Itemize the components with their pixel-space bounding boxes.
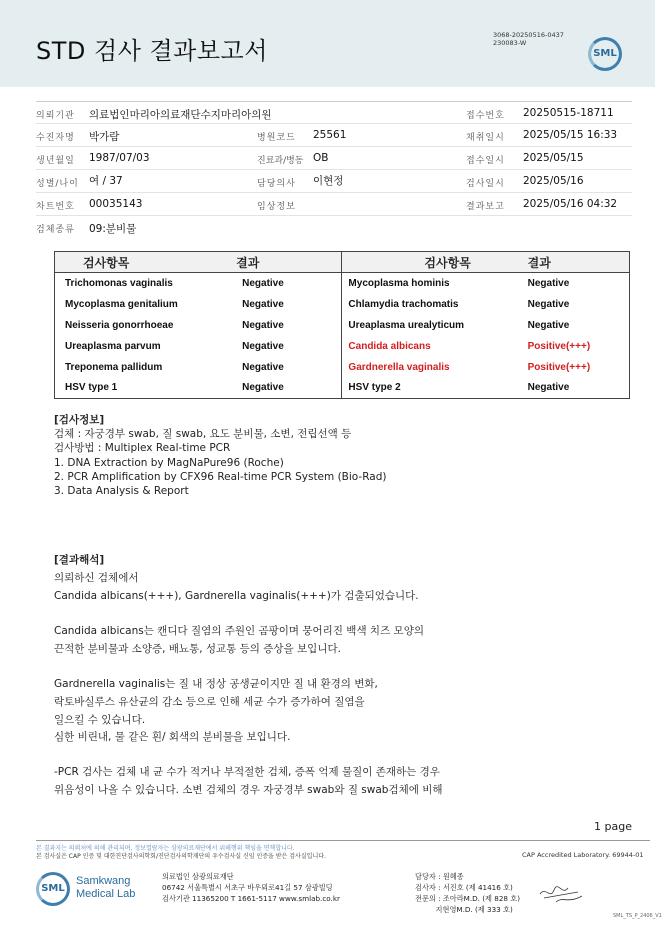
interpretation-line: Gardnerella vaginalis는 질 내 정상 공생균이지만 질 내 환경의 변화, [54,678,378,690]
right-result-cell: Positive(+++) [522,357,630,378]
exam-info-line: 2. PCR Amplification by CFX96 Real-time PCR System (Bio-Rad) [54,470,387,483]
dept-value: OB [313,152,329,164]
results-table [54,251,630,399]
interpretation-line: 끈적한 분비물과 소양증, 배뇨통, 성교통 등의 증상을 보입니다. [54,642,341,655]
report-code-line1: 3068-20250516-0437 [493,31,564,39]
address-line: 의료법인 삼광의료재단 [162,872,234,881]
address-line: 06742 서울특별시 서초구 바우뫼로41길 57 삼광빌딩 [162,883,333,892]
doctor-value: 이현정 [313,175,344,187]
left-result-cell: Negative [242,319,284,331]
chart-no-value: 00035143 [89,198,143,210]
staff-line: 담당자 : 원혜종 [415,872,464,881]
right-item-cell: HSV type 2 [342,378,522,399]
sml-footer-logo-icon [36,872,70,906]
exam-info-heading: [검사정보] [54,414,105,426]
table-row [55,294,630,315]
dept-label: 진료과/병동 [257,156,304,166]
form-code: SML_TS_P_2406_V1 [613,913,662,919]
right-item-cell: Mycoplasma hominis [342,273,522,294]
company-address [162,871,340,904]
interpretation-line: 심한 비린내, 물 같은 흰/ 회색의 분비물을 보입니다. [54,731,291,744]
info-row-dob [36,147,632,170]
receipt-no-value: 20250515-18711 [523,107,614,119]
sex-age-label: 성별/나이 [36,179,79,189]
dob-label: 생년월일 [36,156,75,166]
interpretation-line: 위음성이 나올 수 있습니다. 소변 검체의 경우 자궁경부 swab와 질 swab검체에 비해 [54,783,443,796]
recipient-label: 수진자명 [36,133,75,143]
report-value: 2025/05/16 04:32 [523,198,618,210]
right-result-cell: Negative [522,378,630,399]
company-name-line2: Medical Lab [76,888,136,900]
info-row-chart-no [36,193,632,216]
left-item-cell: Neisseria gonorrhoeae [55,315,237,336]
right-item-cell: Ureaplasma urealyticum [342,315,522,336]
receipt-date-value: 2025/05/15 [523,152,584,164]
table-row [55,273,630,294]
left-result-cell: Negative [242,361,284,373]
footer-divider [36,840,650,841]
results-body [55,273,630,399]
table-row [55,315,630,336]
receipt-no-label: 접수번호 [466,111,505,121]
exam-info-section [54,413,386,498]
institution-value: 의료법인마리아의료재단수지마리아의원 [89,109,272,121]
cap-accreditation: CAP Accredited Laboratory. 69944-01 [522,851,644,859]
exam-info-line: 검사방법 : Multiplex Real-time PCR [54,442,231,455]
interpretation-line: Candida albicans는 캔디다 질염의 주원인 곰팡이며 뭉어리진 백색 치즈 모양의 [54,625,424,637]
left-item-cell: Trichomonas vaginalis [55,273,237,294]
exam-date-value: 2025/05/16 [523,175,584,187]
report-code-line2: 230083-W [493,39,527,47]
exam-info-line: 검체 : 자궁경부 swab, 질 swab, 요도 분비물, 소변, 전립선액 등 [54,428,352,441]
right-item-cell: Gardnerella vaginalis [342,357,522,378]
right-result-cell: Negative [522,315,630,336]
left-item-cell: HSV type 1 [55,378,237,399]
interpretation-heading: [결과해석] [54,554,105,566]
right-result-cell: Positive(+++) [522,336,630,357]
report-label: 결과보고 [466,202,505,212]
staff-line: 지현영M.D. (제 333 호) [415,905,513,914]
specimen-label: 검체종류 [36,225,75,235]
right-result-cell: Negative [522,273,630,294]
institution-label: 의뢰기관 [36,111,75,121]
results-header-row [55,252,630,273]
recipient-value: 박가람 [89,131,120,143]
exam-info-line: 1. DNA Extraction by MagNaPure96 (Roche) [54,456,284,469]
right-result-cell: Negative [522,294,630,315]
left-result-cell: Negative [236,378,342,399]
info-row-sex-age [36,170,632,193]
staff-list [415,871,520,915]
receipt-date-label: 접수일시 [466,156,505,166]
info-row-recipient [36,124,632,147]
interpretation-line: 락토바실루스 유산균의 감소 등으로 인해 세균 수가 증가하여 질염을 [54,695,365,708]
info-row-institution [36,101,632,124]
hospital-code-value: 25561 [313,129,347,141]
hospital-code-label: 병원코드 [257,133,296,143]
address-line: 검사기관 11365200 T 1661-5117 www.smlab.co.kr [162,894,340,903]
report-header [0,0,655,87]
left-result-cell: Negative [242,298,284,310]
left-result-cell: Negative [242,340,284,352]
report-codes [493,31,564,47]
left-item-cell: Mycoplasma genitalium [55,294,237,315]
info-row-specimen [36,216,632,239]
collection-label: 채취일시 [466,133,505,143]
logo-text: SML [593,48,617,59]
interpretation-gardnerella [54,676,494,747]
interpretation-candida [54,623,494,659]
left-result-cell: Negative [242,277,284,289]
sex-age-value: 여 / 37 [89,175,123,187]
company-name-line1: Samkwang [76,875,131,887]
footer-disclaimer: 본 결과지는 의뢰처에 의해 관리되며, 정보열람자는 삼광의료재단에서 위해행위 책임을 면책합니다. [36,845,295,852]
company-name [76,875,135,901]
exam-date-label: 검사일시 [466,179,505,189]
left-item-cell: Ureaplasma parvum [55,336,237,357]
page-title: STD 검사 결과보고서 [36,37,268,65]
interpretation-pcr-note [54,764,514,800]
interpretation-line: 일으킬 수 있습니다. [54,713,146,726]
left-item-cell: Treponema pallidum [55,357,237,378]
signature-image [538,882,584,908]
exam-info-line: 3. Data Analysis & Report [54,485,189,498]
right-item-cell: Chlamydia trachomatis [342,294,522,315]
right-item-cell: Candida albicans [342,336,522,357]
header-result-left: 결과 [236,252,342,273]
footer-logo-text: SML [41,883,65,894]
interpretation-line: -PCR 검사는 검체 내 균 수가 적거나 부적절한 검체, 증폭 억제 물질이 존재하는 경우 [54,766,440,778]
interpretation-section [54,552,494,605]
table-row [55,336,630,357]
table-row [55,378,630,399]
header-item-left: 검사항목 [55,252,237,273]
header-item-right: 검사항목 [342,252,522,273]
specimen-value: 09:분비물 [89,223,137,235]
interpretation-line: Candida albicans(+++), Gardnerella vaginalis(+++)가 검출되었습니다. [54,589,419,602]
dob-value: 1987/07/03 [89,152,150,164]
sml-logo-icon [588,37,622,71]
page-number: 1 page [594,820,632,833]
staff-line: 검사자 : 서진호 (제 41416 호) [415,883,513,892]
chart-no-label: 차트번호 [36,202,75,212]
staff-line: 전문의 : 조아라M.D. (제 828 호) [415,894,521,903]
header-result-right: 결과 [522,252,630,273]
interpretation-line: 의뢰하신 검체에서 [54,571,139,584]
table-row [55,357,630,378]
clinical-label: 임상정보 [257,202,296,212]
collection-value: 2025/05/15 16:33 [523,129,618,141]
footer-accreditation: 본 검사실은 CAP 인증 및 대한진단검사의학회/진단검사의학재단의 우수검사실 신임 인증을 받은 검사실입니다. [36,853,326,860]
doctor-label: 담당의사 [257,179,296,189]
